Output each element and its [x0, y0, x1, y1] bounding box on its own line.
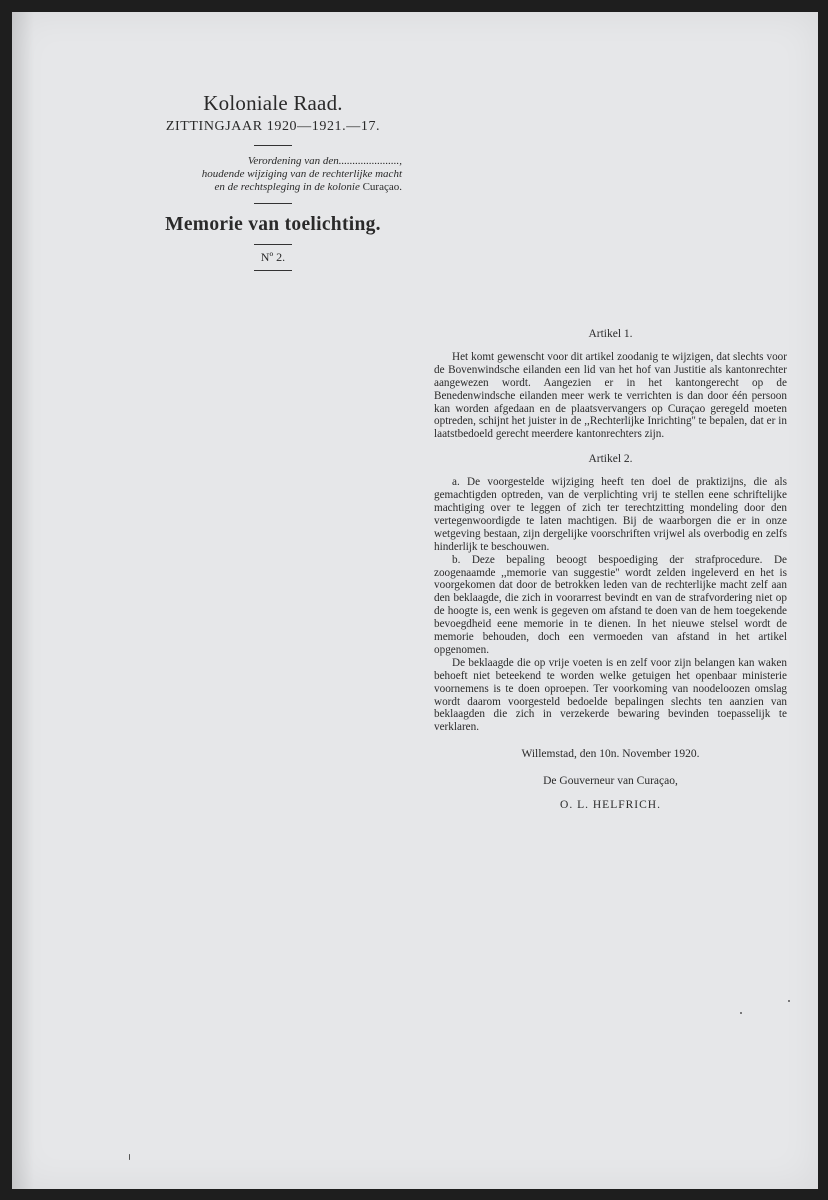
signatory-name: O. L. HELFRICH.: [560, 799, 661, 812]
ordinance-line-1: Verordening van den......................,: [247, 155, 402, 167]
ordinance-line-3: [140, 181, 402, 194]
header-divider: [254, 270, 292, 271]
document-header: [140, 90, 406, 280]
governor-title: De Gouverneur van Curaçao,: [543, 775, 678, 788]
session-year: ZITTINGJAAR 1920—1921.—17.: [165, 119, 381, 134]
article-1-heading: Artikel 1.: [588, 328, 633, 340]
document-page: [12, 12, 818, 1189]
place-and-date: Willemstad, den 10n. November 1920.: [521, 748, 700, 761]
header-divider: [254, 244, 292, 245]
ordinance-colony-name: Curaçao.: [362, 181, 402, 193]
ordinance-description: [140, 155, 406, 194]
article-1-paragraph: Het komt gewenscht voor dit artikel zoodanig te wijzigen, dat slechts voor de Bovenwindsche eilanden een lid van het hof van Justitie als kantonrechter aangewezen wordt. Aangezien er in het kantongerecht op de Benedenwindsche eilanden meer werk te verrichten is dan door één persoon kan worden afgedaan en de plaatsvervangers op Curaçao geregeld moeten optreden, schijnt het juister in de ,,Rechterlijke Inrichting'' te bepalen, dat er in laatstbedoeld gerecht meerdere kantonrechters zijn.: [434, 350, 787, 441]
article-2-heading: Artikel 2.: [588, 453, 633, 466]
page-edge-shadow: [12, 12, 34, 1189]
ordinance-line-3-italic: en de rechtspleging in de kolonie: [214, 181, 363, 193]
article-2-paragraph-b: b. Deze bepaling beoogt bespoediging der strafprocedure. De zoogenaamde ,,memorie van suggestie'' wordt zelden ingeleverd en het is voorgekomen dat door de betrokken leden van de rechterlijke macht zelf aan den beklaagde, die zich in voorarrest bevindt en van de strafvordering niet op de hoogte is, een wenk is gegeven om afstand te doen van de hem toegekende bevoegdheid eene memorie in te dienen. In het nieuwe stelsel wordt de memorie behouden, doch een vermoeden van afstand in het artikel opgenomen.: [434, 553, 787, 656]
memo-title: Memorie van toelichting.: [165, 214, 381, 235]
document-body: [434, 328, 787, 812]
article-2-paragraph-a: a. De voorgestelde wijziging heeft ten doel de praktizijns, die als gemachtigden optreden, van de verplichting vrij te stellen eene schriftelijke machtiging over te leggen of zich ter terechtzitting mondeling door den vertegenwoordigde te laten machtigen. Bij de waarborgen die er in onze wetgeving bestaan, zijn dergelijke voorschriften vrijwel als overbodig en zelfs hinderlijk te beschouwen.: [434, 476, 787, 553]
document-number: Nº 2.: [260, 250, 286, 264]
header-divider: [254, 203, 292, 204]
council-title: Koloniale Raad.: [203, 91, 343, 115]
article-2-paragraph-c: De beklaagde die op vrije voeten is en zelf voor zijn belangen kan waken behoeft niet beteekend te worden welke getuigen het openbaar ministerie voornemens is te doen oproepen. Ter voorkoming van noodeloozen omslag wordt daarom voorgesteld bedoelde bepalingen slechts ten aanzien van beklaagden die zich in verzekerde bewaring bevinden toepasselijk te verklaren.: [434, 656, 787, 734]
ordinance-line-2: houdende wijziging van de rechterlijke macht: [201, 168, 402, 180]
header-divider: [254, 145, 292, 146]
